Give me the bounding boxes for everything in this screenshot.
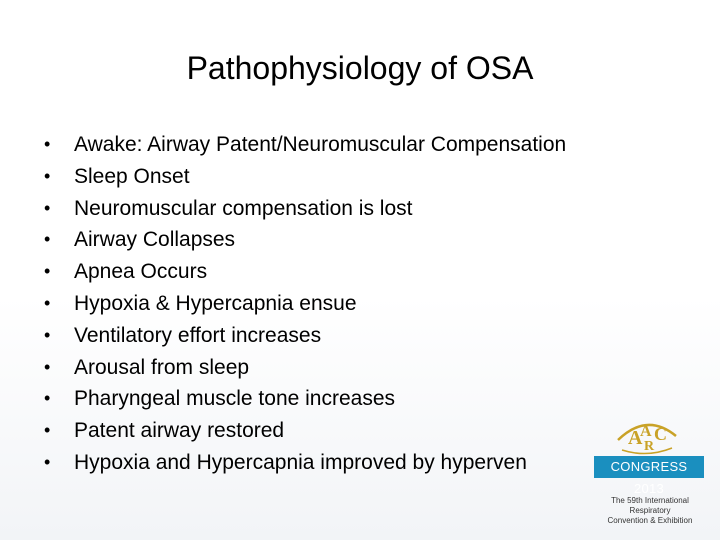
aarc-logo-icon <box>612 410 682 460</box>
bullet-text: Hypoxia and Hypercapnia improved by hyperven <box>74 450 527 474</box>
bullet-text: Neuromuscular compensation is lost <box>74 196 413 220</box>
bullet-text: Sleep Onset <box>74 164 190 188</box>
bullet-item <box>44 193 664 225</box>
logo-caption <box>590 496 710 526</box>
slide-title: Pathophysiology of OSA <box>186 50 534 86</box>
bullet-item <box>44 447 664 479</box>
svg-text:A: A <box>628 427 643 449</box>
bullet-item <box>44 415 664 447</box>
bullet-list <box>44 129 664 479</box>
bullet-text: Patent airway restored <box>74 419 285 443</box>
bullet-item <box>44 161 664 193</box>
bullet-text: Apnea Occurs <box>74 260 208 284</box>
congress-banner: CONGRESS 2013 <box>594 456 704 478</box>
bullet-icon: • <box>44 292 51 313</box>
bullet-text: Ventilatory effort increases <box>74 323 322 347</box>
bullet-item <box>44 320 664 352</box>
bullet-icon: • <box>44 324 51 345</box>
bullet-icon: • <box>44 134 51 154</box>
bullet-item <box>44 224 664 256</box>
bullet-text: Pharyngeal muscle tone increases <box>74 387 396 411</box>
bullet-text: Arousal from sleep <box>74 355 250 379</box>
bullet-item <box>44 352 664 384</box>
bullet-item <box>44 383 664 415</box>
bullet-text: Hypoxia & Hypercapnia ensue <box>74 291 357 315</box>
bullet-item <box>44 288 664 320</box>
bullet-icon: • <box>44 229 51 250</box>
logo-caption-line: The 59th International Respiratory <box>611 496 689 515</box>
bullet-icon: • <box>44 197 51 218</box>
bullet-icon: • <box>44 388 51 409</box>
svg-text:C: C <box>654 424 667 444</box>
bullet-text: Airway Collapses <box>74 228 236 252</box>
svg-text:R: R <box>644 439 655 454</box>
bullet-item <box>44 256 664 288</box>
logo-caption-line: Convention & Exhibition <box>607 516 693 525</box>
svg-text:A: A <box>640 423 652 440</box>
bullet-icon: • <box>44 420 51 441</box>
congress-logo <box>590 410 712 535</box>
bullet-item <box>44 129 664 161</box>
bullet-icon: • <box>44 451 51 472</box>
bullet-text: Awake: Airway Patent/Neuromuscular Compensation <box>74 133 567 156</box>
bullet-icon: • <box>44 165 51 186</box>
bullet-icon: • <box>44 356 51 377</box>
bullet-icon: • <box>44 261 51 282</box>
